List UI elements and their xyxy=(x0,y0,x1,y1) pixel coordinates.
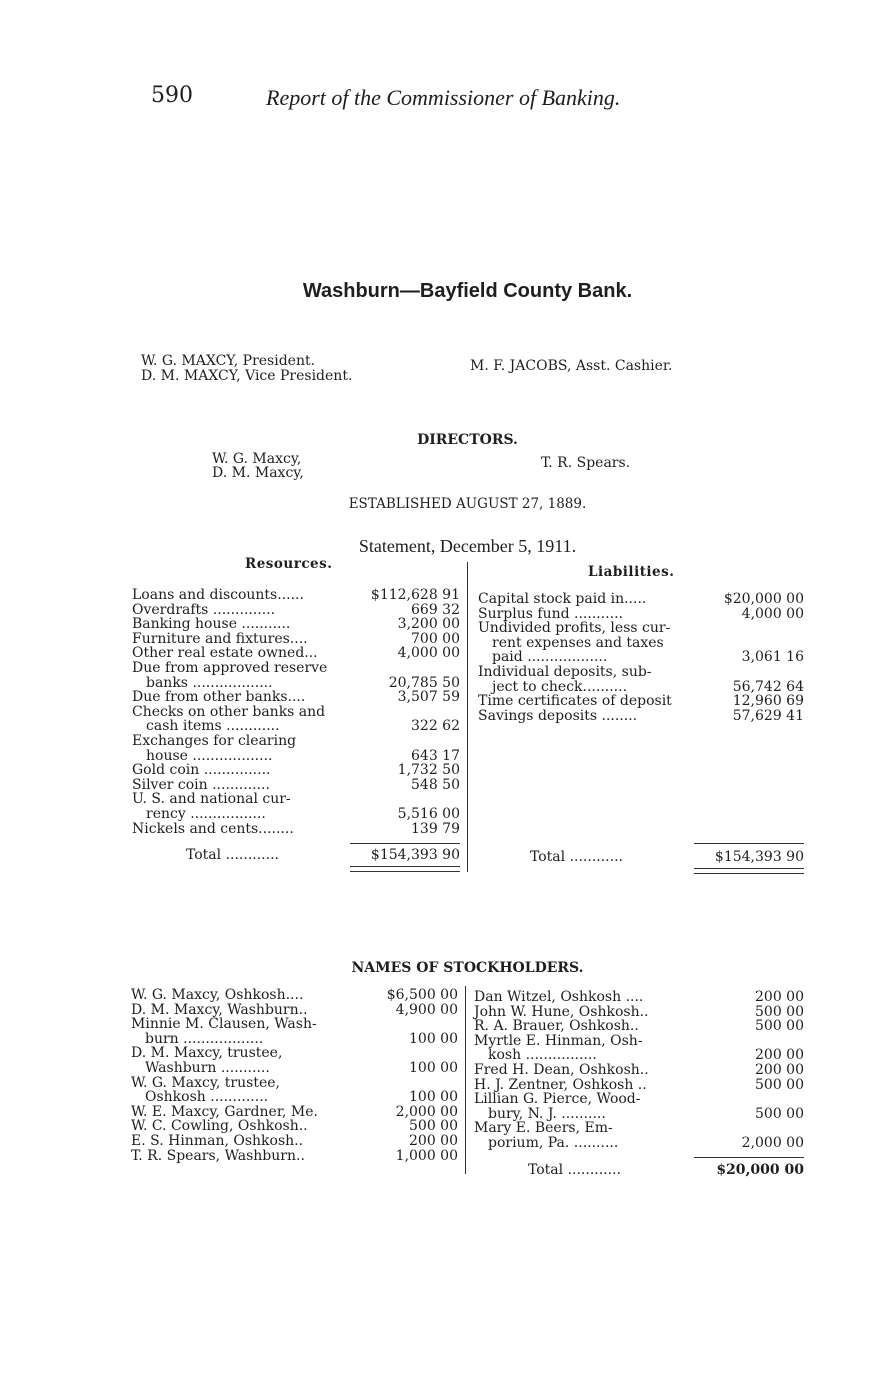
total-rule xyxy=(694,843,804,844)
stockholder-row-label: bury, N. J. .......... xyxy=(488,1105,606,1122)
stockholder-row-amount: 200 00 xyxy=(409,1133,458,1149)
stockholder-row-label: E. S. Hinman, Oshkosh.. xyxy=(131,1133,304,1149)
stockholder-row-amount: 100 00 xyxy=(409,1089,458,1106)
stockholder-row-label: Washburn ........... xyxy=(145,1060,270,1076)
directors-heading: DIRECTORS. xyxy=(417,432,518,448)
director-name: T. R. Spears. xyxy=(541,455,631,471)
resource-row-label: U. S. and national cur- xyxy=(132,791,291,808)
liabilities-total-amount: $154,393 90 xyxy=(714,849,804,865)
stockholder-row-label: W. G. Maxcy, Oshkosh.... xyxy=(131,987,304,1003)
stockholder-row-amount: 200 00 xyxy=(755,989,804,1005)
liability-row-label: ject to check.......... xyxy=(492,678,628,695)
resources-total-label: Total ............ xyxy=(186,847,279,863)
stockholder-row-amount: 2,000 00 xyxy=(741,1135,804,1151)
liability-row-amount: $20,000 00 xyxy=(723,591,804,607)
resource-row-amount: 4,000 00 xyxy=(397,645,460,662)
stockholder-row-amount: 500 00 xyxy=(755,1105,804,1122)
stockholder-row-label: Minnie M. Clausen, Wash- xyxy=(131,1016,317,1033)
resource-row-label: Loans and discounts...... xyxy=(132,587,304,603)
resource-row-label: Banking house ........... xyxy=(132,616,291,633)
stockholder-row-label: kosh ................ xyxy=(488,1047,597,1064)
bank-title: Washburn—Bayfield County Bank. xyxy=(302,280,633,302)
stockholders-total-label: Total ............ xyxy=(528,1162,621,1178)
resource-row-amount: 3,507 59 xyxy=(397,689,460,706)
resource-row-amount: 5,516 00 xyxy=(397,806,460,822)
liability-row-amount: 4,000 00 xyxy=(741,605,804,622)
column-divider xyxy=(465,986,466,1174)
resource-row-amount: 700 00 xyxy=(411,630,460,647)
officer-vice-president: D. M. MAXCY, Vice President. xyxy=(141,368,353,384)
stockholder-row-amount: 200 00 xyxy=(755,1062,804,1078)
liability-row-label: Time certificates of deposit xyxy=(478,693,672,710)
resources-total-amount: $154,393 90 xyxy=(370,847,460,863)
stockholder-row-amount: 2,000 00 xyxy=(395,1103,458,1120)
resource-row-label: Other real estate owned... xyxy=(132,645,318,662)
resource-row-label: Silver coin ............. xyxy=(132,776,270,793)
stockholder-row-amount: $6,500 00 xyxy=(386,987,458,1003)
stockholder-row-label: W. E. Maxcy, Gardner, Me. xyxy=(131,1103,318,1120)
stockholder-row-label: porium, Pa. .......... xyxy=(488,1135,619,1151)
resource-row-label: banks .................. xyxy=(146,674,273,691)
resource-row-label: cash items ............ xyxy=(146,718,280,735)
resource-row-label: Nickels and cents........ xyxy=(132,820,294,837)
stockholder-row-label: Mary E. Beers, Em- xyxy=(474,1120,613,1137)
liability-row-label: Capital stock paid in..... xyxy=(478,591,647,607)
statement-title: Statement, December 5, 1911. xyxy=(358,536,577,556)
stockholder-row-label: H. J. Zentner, Oshkosh .. xyxy=(474,1076,647,1093)
stockholder-row-label: D. M. Maxcy, trustee, xyxy=(131,1045,283,1062)
resource-row-label: Due from other banks.... xyxy=(132,689,306,706)
director-name: D. M. Maxcy, xyxy=(212,465,304,481)
resource-row-label: Checks on other banks and xyxy=(132,703,326,720)
liability-row-label: paid .................. xyxy=(492,649,608,666)
total-rule xyxy=(350,843,460,844)
liability-row-label: Undivided profits, less cur- xyxy=(478,620,671,637)
liability-row-amount: 56,742 64 xyxy=(732,678,804,695)
resource-row-amount: 669 32 xyxy=(411,601,460,618)
resource-row-label: Due from approved reserve xyxy=(132,660,328,676)
stockholder-row-label: T. R. Spears, Washburn.. xyxy=(131,1147,305,1164)
liability-row-label: Individual deposits, sub- xyxy=(478,664,652,680)
liability-row-label: Surplus fund ........... xyxy=(478,605,623,622)
liability-row-label: rent expenses and taxes xyxy=(492,634,664,651)
officer-asst-cashier: M. F. JACOBS, Asst. Cashier. xyxy=(470,358,673,374)
stockholder-row-amount: 500 00 xyxy=(755,1018,804,1035)
resource-row-amount: $112,628 91 xyxy=(370,587,460,603)
stockholder-row-amount: 4,900 00 xyxy=(395,1001,458,1018)
stockholder-row-label: Dan Witzel, Oshkosh .... xyxy=(474,989,644,1005)
stockholder-row-label: Oshkosh ............. xyxy=(145,1089,269,1106)
liability-row-amount: 57,629 41 xyxy=(732,707,804,724)
resource-row-amount: 20,785 50 xyxy=(388,674,460,691)
stockholders-total-amount: $20,000 00 xyxy=(716,1162,804,1178)
resource-row-label: Overdrafts .............. xyxy=(132,601,276,618)
stockholders-heading: NAMES OF STOCKHOLDERS. xyxy=(351,960,584,976)
stockholder-row-label: W. C. Cowling, Oshkosh.. xyxy=(131,1118,308,1135)
stockholder-row-amount: 100 00 xyxy=(409,1060,458,1076)
running-title: Report of the Commissioner of Banking. xyxy=(266,85,621,110)
stockholder-row-label: R. A. Brauer, Oshkosh.. xyxy=(474,1018,639,1035)
page-number: 590 xyxy=(151,83,193,108)
resource-row-amount: 139 79 xyxy=(411,820,460,837)
resource-row-label: rency ................. xyxy=(146,806,266,822)
stockholder-row-amount: 500 00 xyxy=(755,1076,804,1093)
stockholder-row-label: Fred H. Dean, Oshkosh.. xyxy=(474,1062,649,1078)
stockholder-row-amount: 500 00 xyxy=(409,1118,458,1135)
stockholder-row-label: John W. Hune, Oshkosh.. xyxy=(474,1003,649,1020)
liability-row-label: Savings deposits ........ xyxy=(478,707,638,724)
resources-heading: Resources. xyxy=(245,556,333,572)
resource-row-amount: 548 50 xyxy=(411,776,460,793)
double-rule xyxy=(350,866,460,872)
stockholder-row-amount: 500 00 xyxy=(755,1003,804,1020)
stockholder-row-label: Myrtle E. Hinman, Osh- xyxy=(474,1032,643,1049)
director-name: W. G. Maxcy, xyxy=(212,451,302,467)
liabilities-heading: Liabilities. xyxy=(588,564,675,580)
stockholder-row-label: D. M. Maxcy, Washburn.. xyxy=(131,1001,308,1018)
stockholder-row-amount: 100 00 xyxy=(409,1030,458,1047)
resource-row-amount: 3,200 00 xyxy=(397,616,460,633)
resource-row-label: Exchanges for clearing xyxy=(132,733,297,749)
resource-row-amount: 1,732 50 xyxy=(397,762,460,779)
established-date: ESTABLISHED AUGUST 27, 1889. xyxy=(348,496,587,512)
resource-row-amount: 322 62 xyxy=(411,718,460,735)
stockholder-row-amount: 1,000 00 xyxy=(395,1147,458,1164)
double-rule xyxy=(694,868,804,874)
resource-row-label: Furniture and fixtures.... xyxy=(132,630,308,647)
liability-row-amount: 12,960 69 xyxy=(732,693,804,710)
stockholder-row-amount: 200 00 xyxy=(755,1047,804,1064)
stockholder-row-label: Lillian G. Pierce, Wood- xyxy=(474,1091,641,1108)
officer-president: W. G. MAXCY, President. xyxy=(141,353,316,369)
liability-row-amount: 3,061 16 xyxy=(741,649,804,666)
stockholder-row-label: burn .................. xyxy=(145,1030,264,1047)
column-divider xyxy=(467,562,468,872)
resource-row-label: Gold coin ............... xyxy=(132,762,271,779)
total-rule xyxy=(694,1157,804,1158)
resource-row-label: house .................. xyxy=(146,747,273,764)
stockholder-row-label: W. G. Maxcy, trustee, xyxy=(131,1074,280,1091)
resource-row-amount: 643 17 xyxy=(411,747,460,764)
liabilities-total-label: Total ............ xyxy=(530,849,623,865)
